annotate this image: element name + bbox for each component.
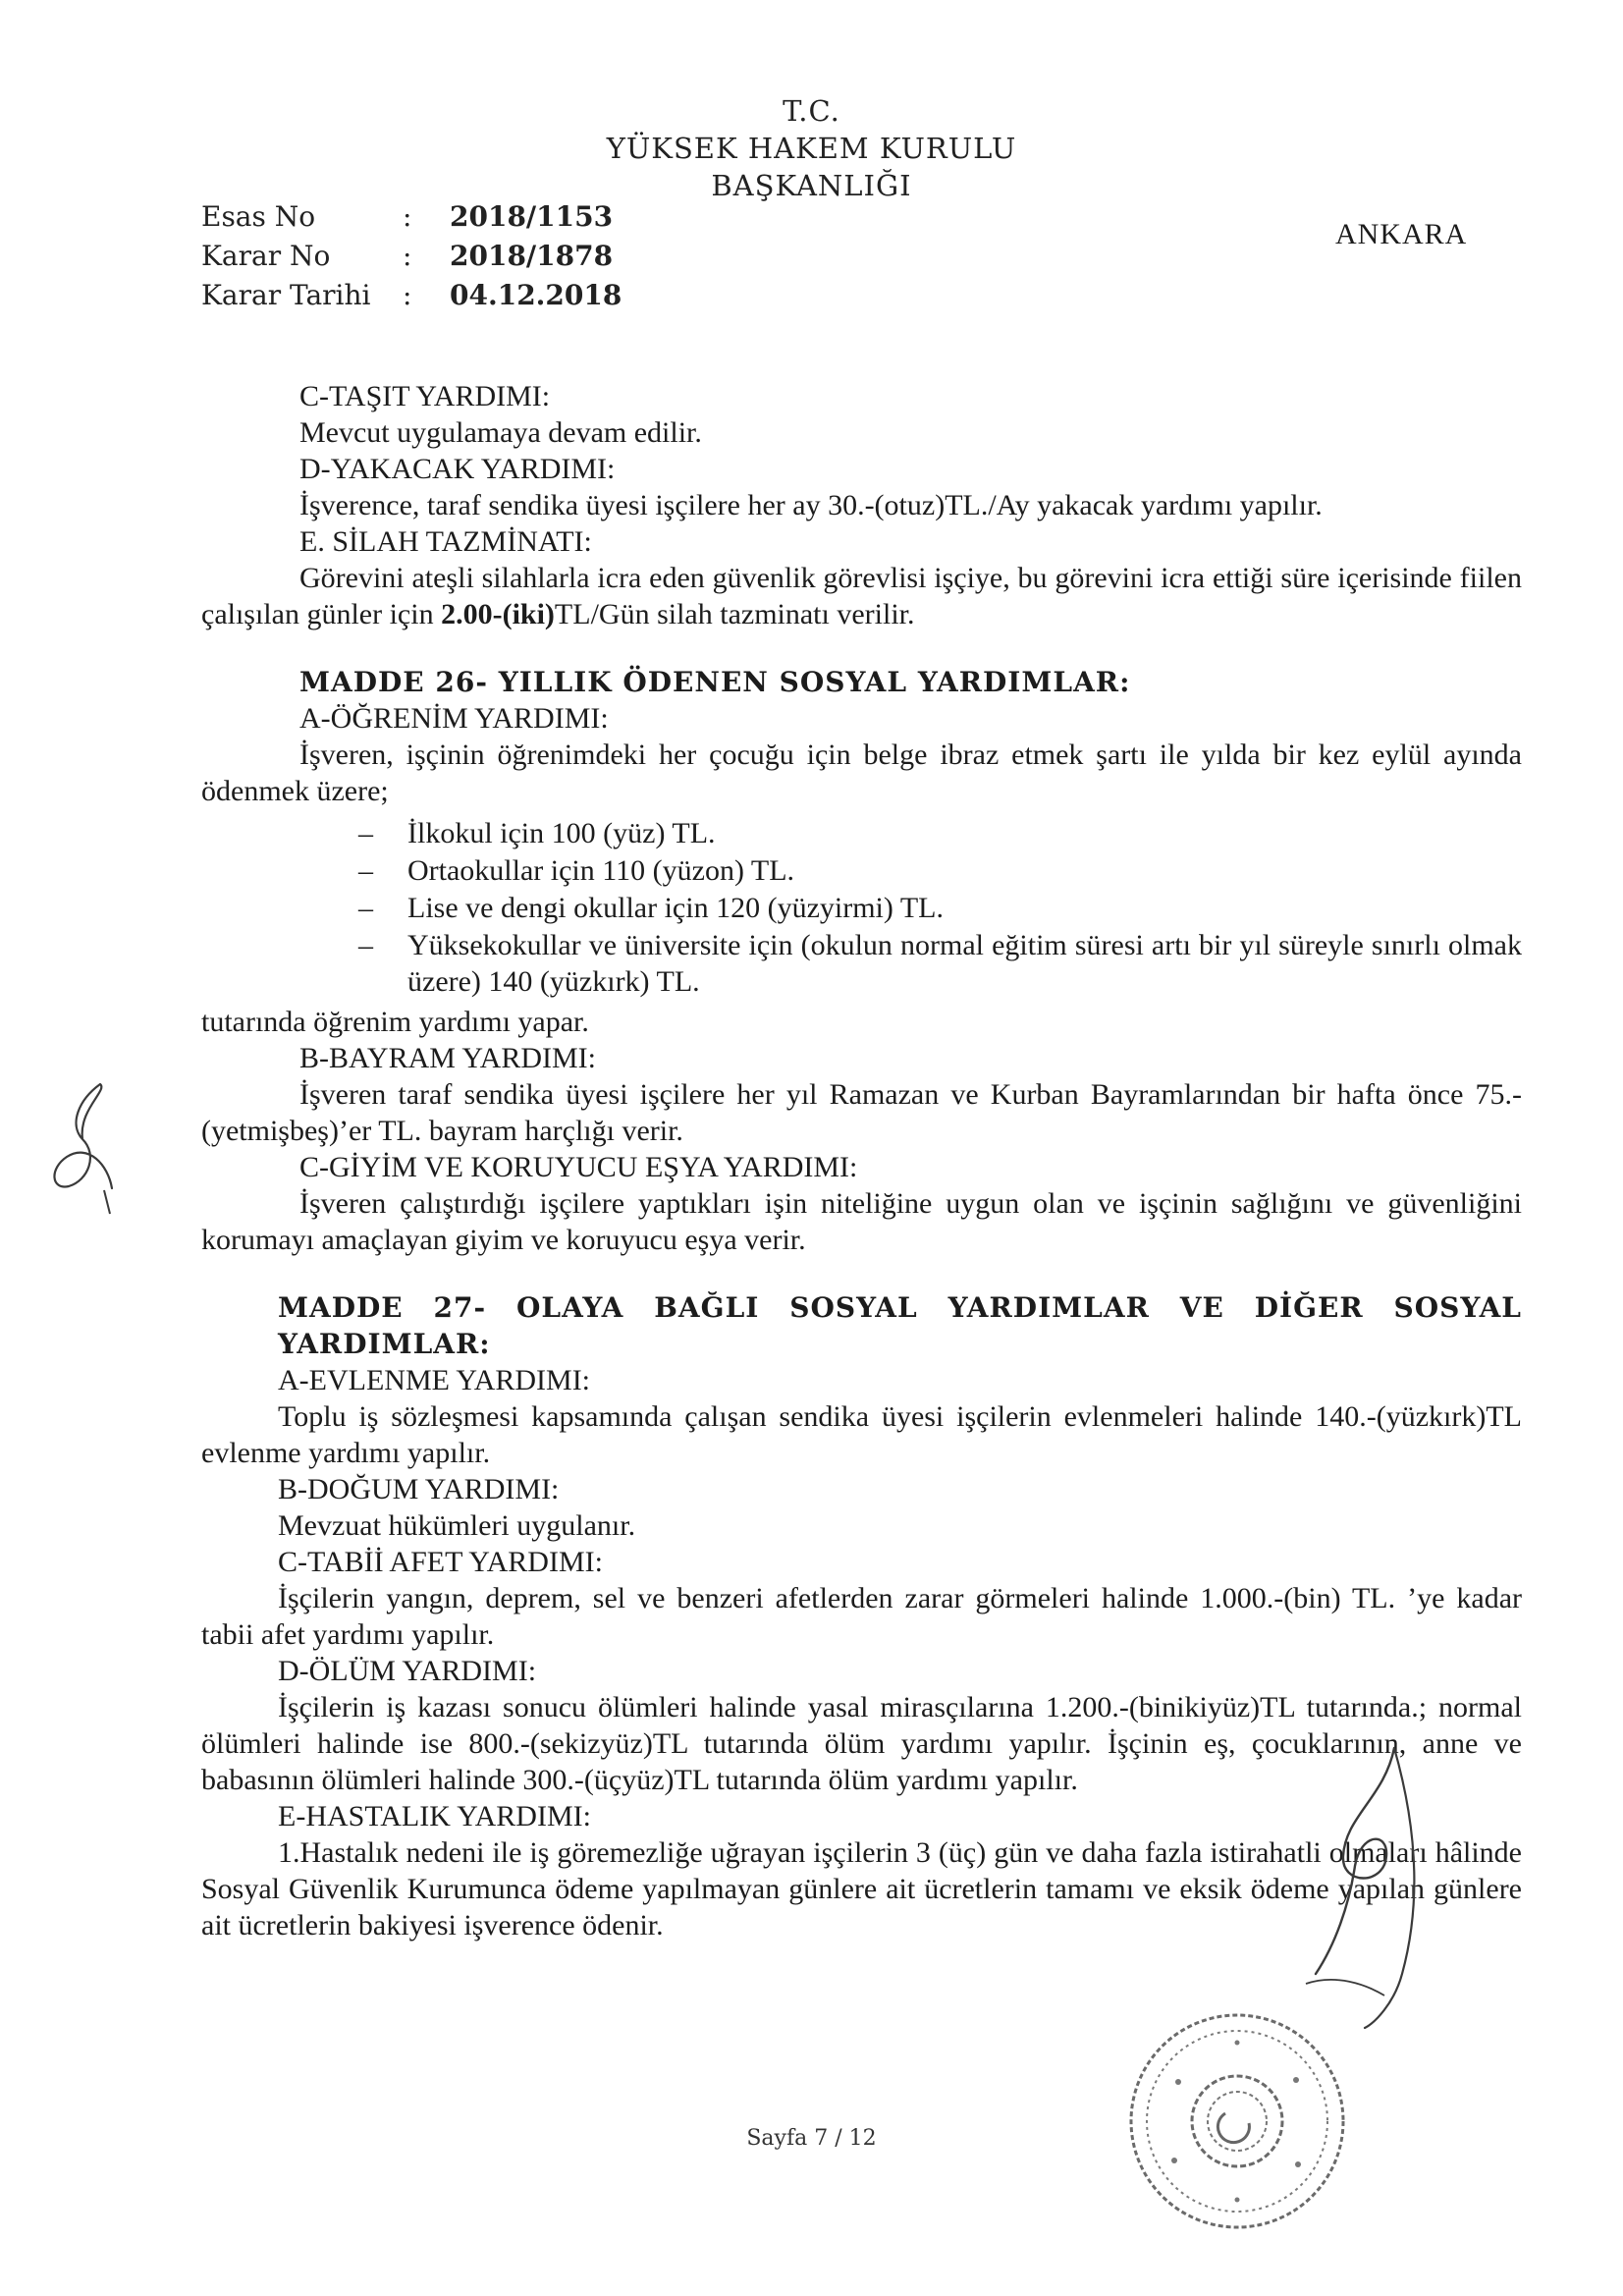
section-title: A-EVLENME YARDIMI: bbox=[278, 1364, 591, 1396]
karar-tarihi-label: Karar Tarihi bbox=[201, 279, 371, 311]
paragraph: 1.Hastalık nedeni ile iş göremezliğe uğrayan işçilerin 3 (üç) gün ve daha fazla istirahatli olmaları hâlinde Sosyal Güvenlik Kurumunca ödeme yapılmayan günlere ait ücretlerin tamamı ve eksik ödeme yapılan günlere ait ücretlerin bakiyesi işverence ödenir. bbox=[201, 1836, 1522, 1941]
list-item: – Lise ve dengi okullar için 120 (yüzyirmi) TL. bbox=[358, 890, 1522, 926]
list-item: – Ortaokullar için 110 (yüzon) TL. bbox=[358, 852, 1522, 889]
section-title: B-BAYRAM YARDIMI: bbox=[299, 1042, 596, 1074]
header-institution: YÜKSEK HAKEM KURULU bbox=[606, 132, 1017, 165]
paragraph: Mevzuat hükümleri uygulanır. bbox=[278, 1509, 636, 1542]
section-title: A-ÖĞRENİM YARDIMI: bbox=[299, 702, 609, 735]
karar-tarihi-value: 04.12.2018 bbox=[450, 279, 622, 311]
paragraph: İşveren taraf sendika üyesi işçilere her yıl Ramazan ve Kurban Bayramlarından bir hafta önce 75.-(yetmişbeş)’er TL. bayram harçlığı verir. bbox=[201, 1078, 1522, 1147]
paragraph: İşverence, taraf sendika üyesi işçilere her ay 30.-(otuz)TL./Ay yakacak yardımı yapılır. bbox=[299, 489, 1323, 521]
article-title: MADDE 26- YILLIK ÖDENEN SOSYAL YARDIMLAR: bbox=[299, 666, 1131, 698]
official-seal-icon bbox=[1119, 2003, 1355, 2239]
separator: : bbox=[403, 279, 412, 311]
header-tc: T.C. bbox=[783, 94, 840, 128]
handwritten-initial-icon bbox=[39, 1070, 128, 1218]
article-title: MADDE 27- OLAYA BAĞLI SOSYAL YARDIMLAR VE DİĞER SOSYAL bbox=[278, 1291, 1522, 1324]
esas-no-value: 2018/1153 bbox=[450, 200, 614, 233]
karar-tarihi-row bbox=[201, 279, 622, 311]
header-presidency: BAŞKANLIĞI bbox=[711, 169, 912, 202]
section-title: E-HASTALIK YARDIMI: bbox=[278, 1800, 591, 1832]
section-title: D-YAKACAK YARDIMI: bbox=[299, 453, 616, 485]
bullet-list bbox=[201, 815, 1522, 1000]
document-body bbox=[201, 378, 1522, 1943]
article-title-cont: YARDIMLAR: bbox=[278, 1328, 491, 1360]
paragraph: İşveren çalıştırdığı işçilere yaptıkları işin niteliğine uygun olan ve işçinin sağlığını ve güvenliğini korumayı amaçlayan giyim ve koruyucu eşya verir. bbox=[201, 1187, 1522, 1256]
paragraph: Toplu iş sözleşmesi kapsamında çalışan sendika üyesi işçilerin evlenmeleri halinde 140.-(yüzkırk)TL evlenme yardımı yapılır. bbox=[201, 1400, 1522, 1469]
section-title: D-ÖLÜM YARDIMI: bbox=[278, 1655, 537, 1687]
esas-no-row bbox=[201, 200, 613, 233]
karar-no-row bbox=[201, 240, 613, 272]
paragraph: İşçilerin yangın, deprem, sel ve benzeri afetlerden zarar görmeleri halinde 1.000.-(bin) TL. ’ye kadar tabii afet yardımı yapılır. bbox=[201, 1582, 1522, 1651]
list-item: – Yüksekokullar ve üniversite için (okulun normal eğitim süresi artı bir yıl süreyle sınırlı olmak üzere) 140 (yüzkırk) TL. bbox=[358, 927, 1522, 1000]
text-run: Görevini ateşli silahlarla icra eden güvenlik görevlisi işçiye, bu görevini icra ettiği süre içerisinde fiilen çalışılan günler için bbox=[201, 562, 1522, 630]
section-title: C-TAŞIT YARDIMI: bbox=[299, 380, 551, 412]
paragraph bbox=[201, 560, 1522, 632]
text-run: TL/Gün silah tazminatı verilir. bbox=[554, 598, 915, 630]
separator: : bbox=[403, 200, 412, 233]
page-number: Sayfa 7 / 12 bbox=[746, 2126, 877, 2151]
karar-no-value: 2018/1878 bbox=[450, 240, 614, 272]
separator: : bbox=[403, 240, 412, 272]
city-label: ANKARA bbox=[1335, 218, 1468, 250]
paragraph: İşçilerin iş kazası sonucu ölümleri halinde yasal mirasçılarına 1.200.-(binikiyüz)TL tutarında.; normal ölümleri halinde ise 800.-(sekizyüz)TL tutarında ölüm yardımı yapılır. İşçinin eş, çocuklarının, anne ve babasının ölümleri halinde 300.-(üçyüz)TL tutarında ölüm yardımı yapılır. bbox=[201, 1691, 1522, 1796]
section-title: C-TABİİ AFET YARDIMI: bbox=[278, 1546, 603, 1578]
paragraph: tutarında öğrenim yardımı yapar. bbox=[201, 1006, 589, 1038]
karar-no-label: Karar No bbox=[201, 240, 331, 272]
paragraph: Mevcut uygulamaya devam edilir. bbox=[299, 416, 702, 449]
signature-icon bbox=[1276, 1738, 1434, 2033]
section-title: E. SİLAH TAZMİNATI: bbox=[299, 525, 592, 558]
section-title: B-DOĞUM YARDIMI: bbox=[278, 1473, 560, 1505]
esas-no-label: Esas No bbox=[201, 200, 316, 233]
list-item: – İlkokul için 100 (yüz) TL. bbox=[358, 815, 1522, 851]
section-title: C-GİYİM VE KORUYUCU EŞYA YARDIMI: bbox=[299, 1151, 858, 1183]
paragraph: İşveren, işçinin öğrenimdeki her çocuğu için belge ibraz etmek şartı ile yılda bir kez eylül ayında ödenmek üzere; bbox=[201, 738, 1522, 807]
bold-amount: 2.00-(iki) bbox=[441, 598, 555, 630]
